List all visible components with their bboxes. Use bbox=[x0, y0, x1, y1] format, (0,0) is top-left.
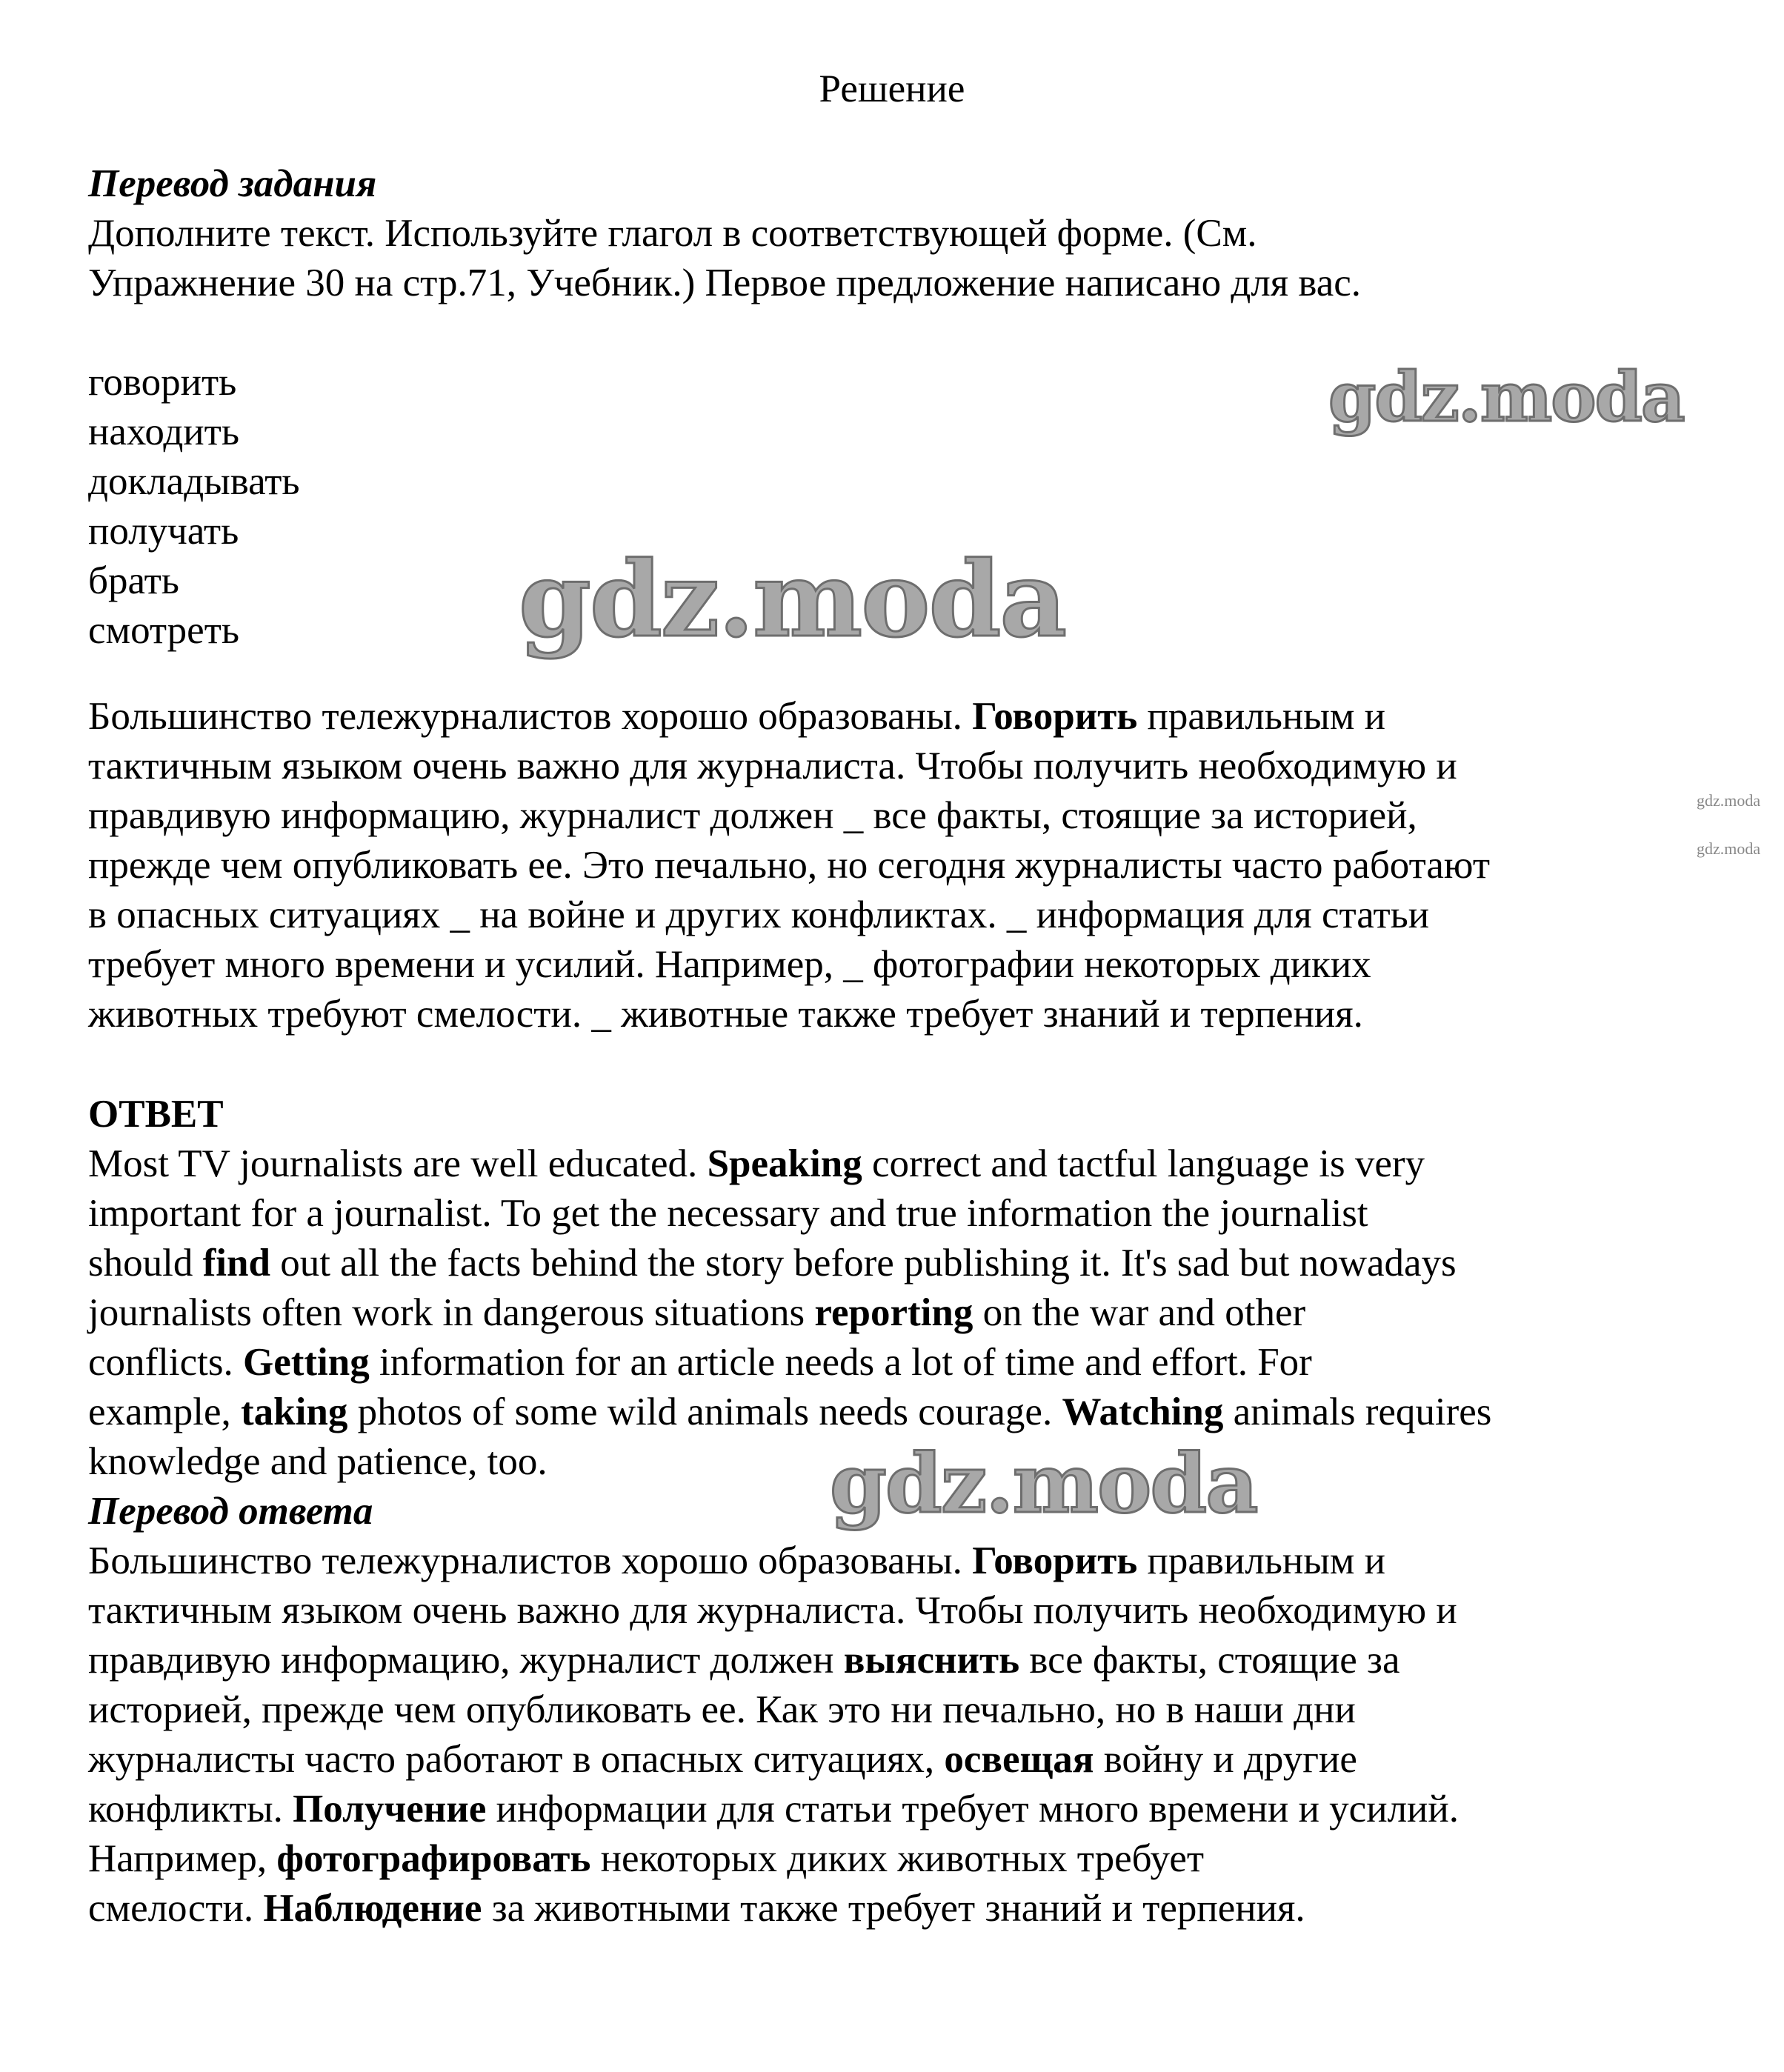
text-segment: брать bbox=[88, 559, 179, 602]
text-line bbox=[88, 1437, 1491, 1487]
text-line bbox=[88, 1586, 1491, 1636]
text-segment: журналисты часто работают в опасных ситуациях, bbox=[88, 1738, 945, 1781]
bold-text: Getting bbox=[243, 1341, 370, 1384]
bold-text: освещая bbox=[944, 1738, 1094, 1781]
text-line bbox=[88, 1834, 1491, 1884]
task-section bbox=[88, 159, 1361, 308]
text-line bbox=[88, 209, 1361, 259]
text-line bbox=[88, 1536, 1491, 1586]
text-segment: войну и другие bbox=[1094, 1738, 1357, 1781]
bold-text: Получение bbox=[293, 1788, 487, 1831]
text-line bbox=[88, 407, 300, 457]
page-title: Решение bbox=[819, 67, 965, 110]
text-segment: говорить bbox=[88, 361, 237, 404]
text-segment: находить bbox=[88, 410, 240, 453]
text-segment: тактичным языком очень важно для журналиста. Чтобы получить необходимую и bbox=[88, 1589, 1457, 1632]
text-line bbox=[88, 1090, 1491, 1139]
text-segment: example, bbox=[88, 1390, 242, 1433]
text-segment: требует много времени и усилий. Например, _ фотографии некоторых диких bbox=[88, 943, 1371, 986]
text-segment: правдивую информацию, журналист должен _ все факты, стоящие за историей, bbox=[88, 794, 1417, 837]
watermark: gdz.moda bbox=[1697, 839, 1761, 858]
text-segment: правильным и bbox=[1137, 1539, 1386, 1582]
text-line bbox=[88, 1735, 1491, 1785]
text-segment: Например, bbox=[88, 1837, 277, 1880]
bold-text: reporting bbox=[814, 1291, 973, 1334]
text-line bbox=[88, 1388, 1491, 1437]
text-segment: important for a journalist. To get the necessary and true information the journalist bbox=[88, 1192, 1368, 1235]
text-segment: Упражнение 30 на стр.71, Учебник.) Первое предложение написано для вас. bbox=[88, 262, 1362, 304]
text-segment: photos of some wild animals needs courage. bbox=[347, 1390, 1062, 1433]
bold-text: фотографировать bbox=[276, 1837, 591, 1880]
bold-text: Перевод задания bbox=[88, 162, 377, 205]
text-segment: в опасных ситуациях _ на войне и других конфликтах. _ информация для статьи bbox=[88, 893, 1430, 936]
verb-list bbox=[88, 358, 300, 656]
text-segment: correct and tactful language is very bbox=[862, 1142, 1425, 1185]
text-segment: прежде чем опубликовать ее. Это печально, но сегодня журналисты часто работают bbox=[88, 844, 1490, 887]
text-segment: правильным и bbox=[1137, 695, 1386, 738]
text-segment: информации для статьи требует много времени и усилий. bbox=[486, 1788, 1459, 1831]
text-line bbox=[88, 692, 1490, 742]
text-segment: докладывать bbox=[88, 460, 300, 503]
text-segment: историей, прежде чем опубликовать ее. Как это ни печально, но в наши дни bbox=[88, 1688, 1356, 1731]
text-line bbox=[88, 1239, 1491, 1288]
text-segment: правдивую информацию, журналист должен bbox=[88, 1639, 844, 1682]
text-segment: смотреть bbox=[88, 609, 240, 652]
bold-text: find bbox=[202, 1242, 270, 1285]
text-line bbox=[88, 1884, 1491, 1933]
text-line bbox=[88, 940, 1490, 990]
text-line bbox=[88, 791, 1490, 841]
text-segment: Дополните текст. Используйте глагол в соответствующей форме. (См. bbox=[88, 212, 1257, 255]
watermark: gdz.moda bbox=[1697, 791, 1761, 810]
text-segment: конфликты. bbox=[88, 1788, 293, 1831]
text-segment: information for an article needs a lot of time and effort. For bbox=[369, 1341, 1312, 1384]
text-segment: за животными также требует знаний и терпения. bbox=[482, 1887, 1305, 1930]
text-line bbox=[88, 1338, 1491, 1388]
bold-text: Watching bbox=[1062, 1390, 1224, 1433]
text-line bbox=[88, 742, 1490, 791]
bold-text: Наблюдение bbox=[263, 1887, 482, 1930]
text-segment: knowledge and patience, too. bbox=[88, 1440, 547, 1483]
text-segment: тактичным языком очень важно для журналиста. Чтобы получить необходимую и bbox=[88, 744, 1457, 787]
text-line bbox=[88, 457, 300, 507]
text-segment: все факты, стоящие за bbox=[1019, 1639, 1400, 1682]
text-segment: животных требуют смелости. _ животные также требует знаний и терпения. bbox=[88, 993, 1363, 1036]
bold-text: ОТВЕТ bbox=[88, 1093, 224, 1136]
bold-text: Перевод ответа bbox=[88, 1490, 373, 1533]
exercise-text bbox=[88, 692, 1490, 1039]
text-line bbox=[88, 890, 1490, 940]
text-line bbox=[88, 358, 300, 407]
text-segment: out all the facts behind the story before publishing it. It's sad but nowadays bbox=[270, 1242, 1457, 1285]
text-line bbox=[88, 1685, 1491, 1735]
text-line bbox=[88, 1636, 1491, 1685]
text-segment: Большинство тележурналистов хорошо образованы. bbox=[88, 1539, 973, 1582]
text-line bbox=[88, 1785, 1491, 1834]
text-segment: Most TV journalists are well educated. bbox=[88, 1142, 708, 1185]
bold-text: Говорить bbox=[972, 1539, 1138, 1582]
text-line bbox=[88, 606, 300, 656]
bold-text: taking bbox=[241, 1390, 348, 1433]
text-segment: conflicts. bbox=[88, 1341, 243, 1384]
text-line bbox=[88, 841, 1490, 890]
text-segment: should bbox=[88, 1242, 203, 1285]
text-line bbox=[88, 556, 300, 606]
bold-text: Speaking bbox=[707, 1142, 862, 1185]
text-segment: journalists often work in dangerous situations bbox=[88, 1291, 815, 1334]
text-line bbox=[88, 1189, 1491, 1239]
text-segment: получать bbox=[88, 510, 239, 553]
bold-text: выяснить bbox=[843, 1639, 1020, 1682]
text-segment: смелости. bbox=[88, 1887, 264, 1930]
text-segment: on the war and other bbox=[973, 1291, 1306, 1334]
text-segment: Большинство тележурналистов хорошо образованы. bbox=[88, 695, 973, 738]
watermark: gdz.moda bbox=[519, 539, 1066, 661]
text-line bbox=[88, 1139, 1491, 1189]
text-line bbox=[88, 1288, 1491, 1338]
text-segment: некоторых диких животных требует bbox=[590, 1837, 1205, 1880]
bold-text: Говорить bbox=[972, 695, 1138, 738]
text-line bbox=[88, 990, 1490, 1039]
text-line bbox=[88, 159, 1361, 209]
answer-section bbox=[88, 1090, 1491, 1933]
text-line bbox=[88, 1487, 1491, 1536]
text-segment: animals requires bbox=[1223, 1390, 1492, 1433]
text-line bbox=[88, 507, 300, 556]
watermark: gdz.moda bbox=[1328, 357, 1684, 437]
text-line bbox=[88, 259, 1361, 308]
watermark: gdz.moda bbox=[830, 1436, 1257, 1531]
